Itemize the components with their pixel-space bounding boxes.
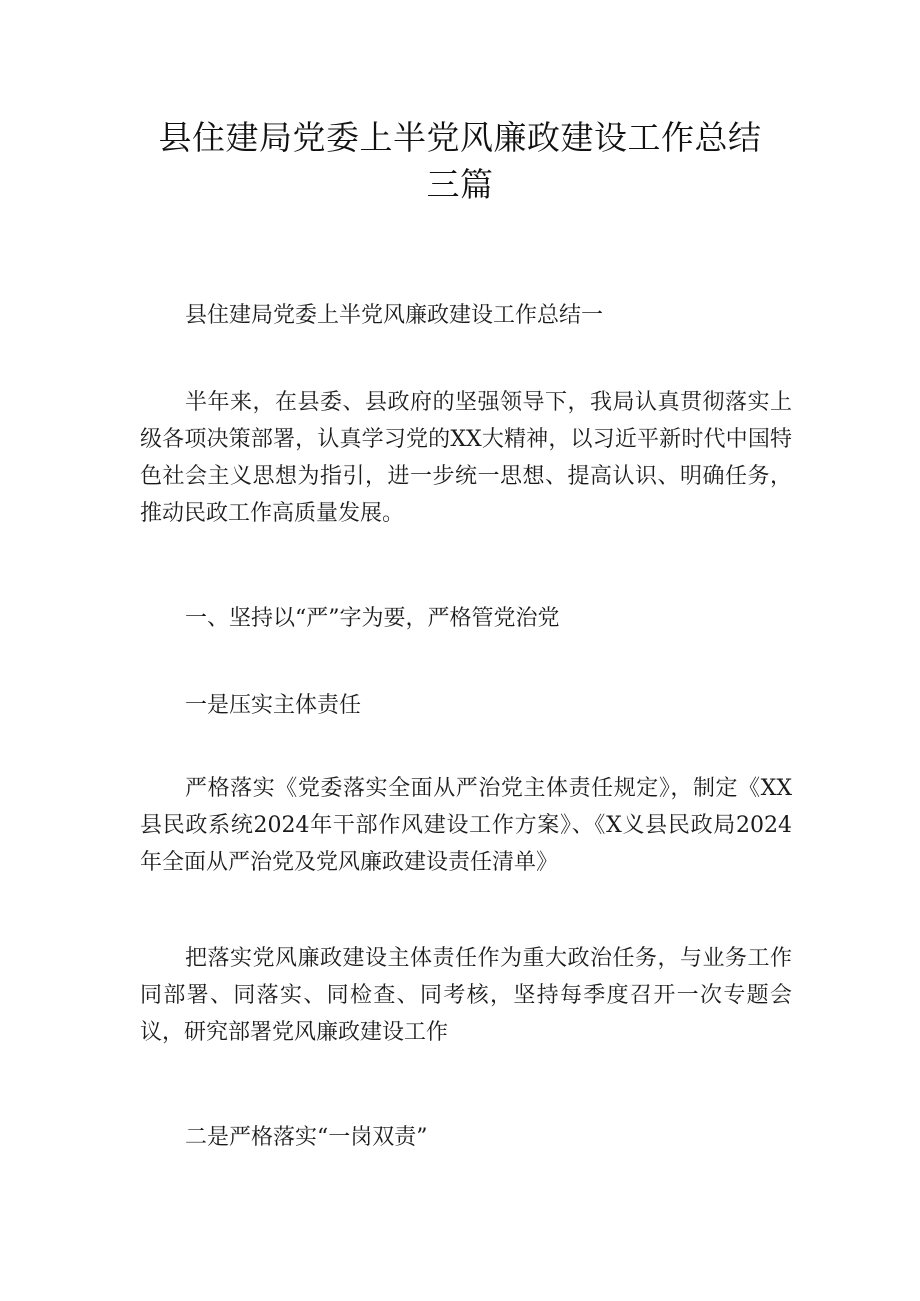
subheading-dual-responsibility: 二是严格落实“一岗双责” — [185, 1125, 428, 1150]
section-heading-summary-one: 县住建局党委上半党风廉政建设工作总结一 — [185, 303, 604, 328]
body-paragraph-political-task: 把落实党风廉政建设主体责任作为重大政治任务，与业务工作同部署、同落实、同检查、同考核，坚持每季度召开一次专题会议，研究部署党风廉政建设工作 — [140, 946, 792, 1045]
section-heading-strict: 一、坚持以“严”字为要，严格管党治党 — [185, 606, 560, 631]
intro-paragraph: 半年来，在县委、县政府的坚强领导下，我局认真贯彻落实上级各项决策部署，认真学习党的XX大精神，以习近平新时代中国特色社会主义思想为指引，进一步统一思想、提高认识、明确任务，推动民政工作高质量发展。 — [140, 390, 792, 526]
subheading-main-responsibility: 一是压实主体责任 — [185, 693, 362, 718]
document-title-line-1: 县住建局党委上半党风廉政建设工作总结 — [158, 118, 762, 157]
document-title-line-2: 三篇 — [426, 165, 494, 204]
body-paragraph-regulations: 严格落实《党委落实全面从严治党主体责任规定》，制定《XX县民政系统2024年干部作风建设工作方案》、《X义县民政局2024年全面从严治党及党风廉政建设责任清单》 — [140, 776, 792, 875]
